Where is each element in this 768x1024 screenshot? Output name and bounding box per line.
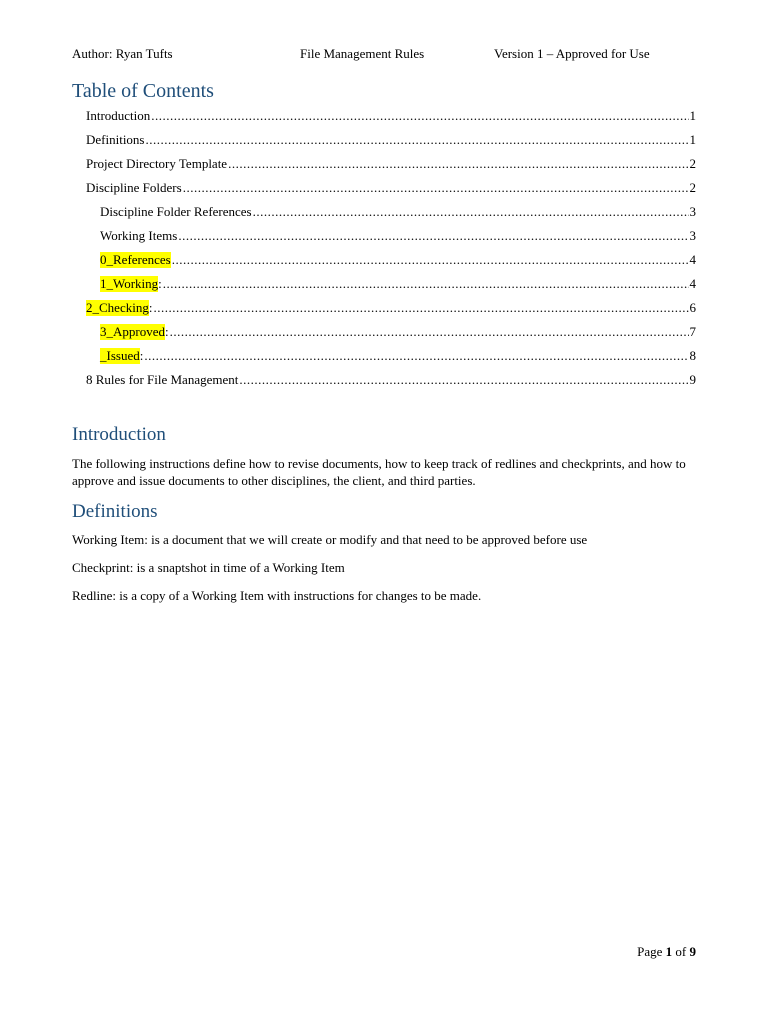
toc-entry-label: Working Items [100, 228, 178, 243]
toc-entry-label: 8 Rules for File Management [86, 372, 239, 387]
toc-leader [172, 252, 689, 268]
header-title: File Management Rules [300, 46, 425, 61]
toc-leader [228, 156, 688, 172]
toc-entry-issued[interactable] [100, 346, 696, 364]
toc-entry-suffix: : [148, 300, 153, 315]
toc-entry-suffix: : [158, 276, 162, 291]
toc-leader [146, 132, 689, 148]
toc-entry-definitions[interactable] [86, 130, 696, 148]
toc-leader [163, 276, 689, 292]
toc-entry-page: 1 [689, 132, 696, 147]
toc-entry-label: Project Directory Template [86, 156, 228, 171]
toc-entry-project-directory-template[interactable] [86, 154, 696, 172]
page-header [72, 46, 696, 64]
footer-page-word: Page [637, 944, 663, 959]
toc-entry-page: 8 [689, 348, 696, 363]
introduction-heading: Introduction [72, 424, 166, 445]
footer-of-word: of [675, 944, 687, 959]
page-footer [637, 944, 696, 960]
definition-redline: Redline: is a copy of a Working Item with instructions for changes to be made. [72, 588, 482, 603]
toc-entry-page: 2 [689, 180, 696, 195]
toc-entry-page: 9 [689, 372, 696, 387]
toc-entry-page: 6 [689, 300, 696, 315]
toc-entry-working-items[interactable] [100, 226, 696, 244]
toc-entry-page: 4 [689, 276, 696, 291]
footer-page-current: 1 [665, 944, 673, 959]
toc-entry-page: 7 [689, 324, 696, 339]
toc-entry-label: Discipline Folder References [100, 204, 252, 219]
toc-entry-label: 0_References [100, 252, 171, 267]
toc-entry-discipline-folders[interactable] [86, 178, 696, 196]
toc-entry-label: Discipline Folders [86, 180, 182, 195]
toc-leader [144, 348, 688, 364]
toc-entry-label: 2_Checking [86, 300, 149, 315]
toc-leader [178, 228, 688, 244]
header-version: Version 1 – Approved for Use [494, 46, 650, 61]
toc-leader [253, 204, 689, 220]
introduction-text: The following instructions define how to revise documents, how to keep track of redlines and checkprints, and how to approve and issue documents to other disciplines, the client, and third parties. [72, 456, 686, 488]
toc-entry-label: 3_Approved [100, 324, 165, 339]
header-author: Author: Ryan Tufts [72, 46, 173, 61]
definition-checkprint: Checkprint: is a snaptshot in time of a Working Item [72, 560, 345, 575]
toc-entry-page: 4 [689, 252, 696, 267]
toc-entry-8-rules[interactable] [86, 370, 696, 388]
toc-entry-label: 1_Working [100, 276, 159, 291]
toc-entry-introduction[interactable] [86, 106, 696, 124]
toc-entry-page: 2 [689, 156, 696, 171]
toc-entry-0-references[interactable] [100, 250, 696, 268]
toc-entry-3-approved[interactable] [100, 322, 696, 340]
toc-entry-suffix: : [139, 348, 144, 363]
toc-leader [239, 372, 688, 388]
toc-entry-2-checking[interactable] [86, 298, 696, 316]
toc-heading: Table of Contents [72, 80, 214, 102]
toc-leader [153, 300, 688, 316]
definitions-heading: Definitions [72, 501, 158, 522]
toc-leader [170, 324, 689, 340]
toc-entry-page: 3 [689, 228, 696, 243]
toc-entry-label: _Issued [100, 348, 140, 363]
toc-leader [151, 108, 688, 124]
toc-entry-suffix: : [165, 324, 169, 339]
toc-entry-page: 3 [689, 204, 696, 219]
toc-entry-1-working[interactable] [100, 274, 696, 292]
toc-entry-discipline-folder-references[interactable] [100, 202, 696, 220]
toc-entry-page: 1 [689, 108, 696, 123]
definition-working-item: Working Item: is a document that we will create or modify and that need to be approved before use [72, 532, 588, 547]
toc-leader [183, 180, 689, 196]
toc-entry-label: Introduction [86, 108, 151, 123]
toc-entry-label: Definitions [86, 132, 145, 147]
footer-page-total: 9 [689, 944, 696, 959]
